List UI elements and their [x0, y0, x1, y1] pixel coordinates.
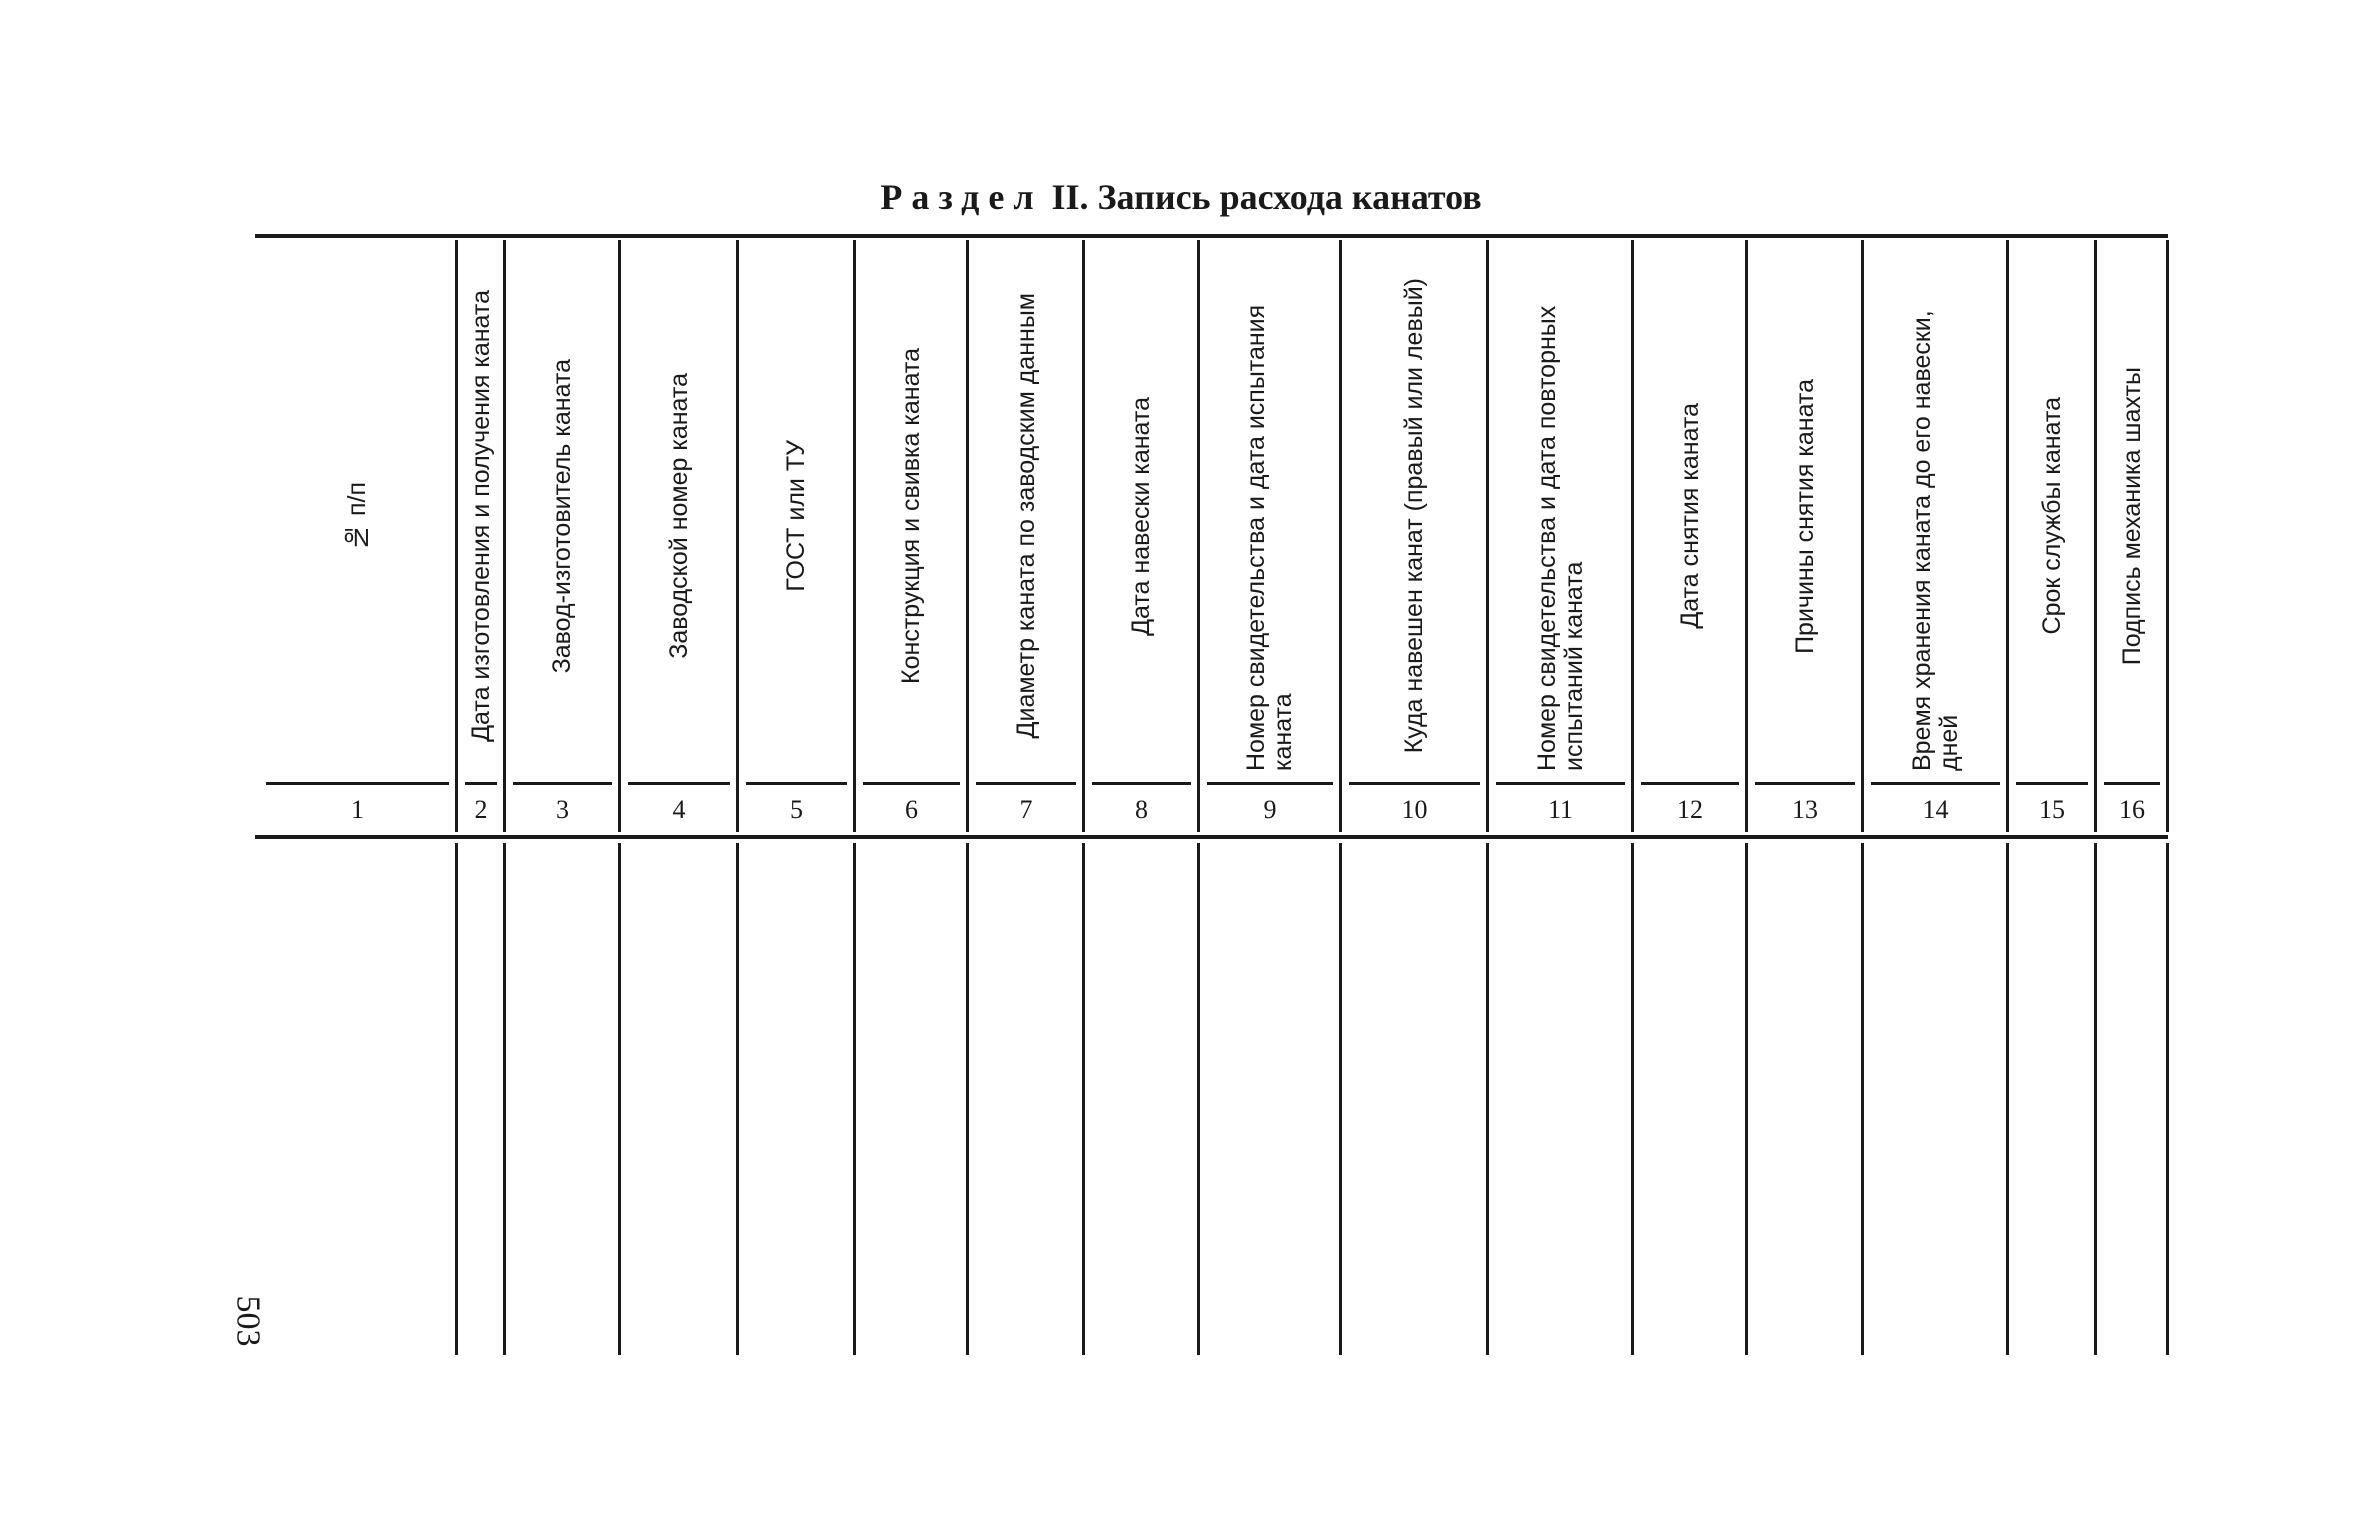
column-number-rule	[1871, 782, 2000, 785]
column-header	[1345, 256, 1484, 776]
table-cell	[1492, 845, 1629, 1355]
column-number-rule	[2104, 782, 2160, 785]
column-header-label: Диаметр каната по заводским данным	[1011, 293, 1040, 739]
column-number-rule	[266, 782, 449, 785]
column-divider	[1861, 240, 1864, 832]
column-header	[1492, 256, 1629, 776]
column-number: 12	[1677, 795, 1703, 824]
column-number-rule	[1641, 782, 1739, 785]
column-divider	[618, 240, 621, 832]
column-number: 8	[1135, 795, 1148, 824]
column-divider	[1631, 843, 1634, 1355]
column-divider	[2006, 843, 2009, 1355]
column-divider	[2094, 843, 2097, 1355]
column-divider	[2094, 240, 2097, 832]
column-divider	[966, 240, 969, 832]
column-header-label: Заводской номер каната	[664, 373, 693, 659]
page-number: 503	[229, 1295, 267, 1347]
column-number: 2	[474, 795, 488, 824]
column-number: 5	[790, 795, 803, 824]
column-number: 14	[1922, 795, 1949, 824]
column-number-rule	[863, 782, 960, 785]
column-number: 1	[351, 795, 364, 824]
column-number-rule	[465, 782, 497, 785]
table-cell	[2100, 845, 2164, 1355]
table-cell	[461, 845, 501, 1355]
column-divider	[1197, 240, 1200, 832]
column-divider	[2166, 240, 2169, 832]
section-title-rest: II. Запись расхода канатов	[1042, 177, 1482, 217]
table-header-bottom-rule	[255, 835, 2168, 839]
table-cell	[972, 845, 1080, 1355]
column-divider	[503, 240, 506, 832]
column-divider	[455, 240, 458, 832]
column-number-rule	[628, 782, 730, 785]
column-divider	[1486, 843, 1489, 1355]
column-header	[461, 256, 501, 776]
column-divider	[503, 843, 506, 1355]
column-header-label: Номер свидетельства и дата повторных испытаний каната	[1532, 305, 1588, 771]
column-divider	[1861, 843, 1864, 1355]
column-header	[2012, 256, 2092, 776]
table-cell	[262, 845, 453, 1355]
column-header-label: Куда навешен канат (правый или левый)	[1400, 278, 1428, 754]
column-number-rule	[1092, 782, 1191, 785]
column-header	[262, 256, 453, 776]
column-header	[859, 256, 964, 776]
column-header	[509, 256, 616, 776]
column-header	[624, 256, 734, 776]
column-number: 11	[1547, 795, 1574, 824]
column-header	[1637, 256, 1743, 776]
table-top-rule	[255, 234, 2168, 238]
column-divider	[2166, 843, 2169, 1355]
column-divider	[853, 843, 856, 1355]
table-cell	[509, 845, 616, 1355]
column-number-rule	[976, 782, 1076, 785]
table-cell	[1637, 845, 1743, 1355]
table-cell	[1203, 845, 1337, 1355]
column-header-label: Дата навески каната	[1127, 396, 1155, 636]
column-header	[1203, 256, 1337, 776]
column-number-rule	[513, 782, 612, 785]
column-header	[1867, 256, 2004, 776]
table-cell	[1751, 845, 1859, 1355]
column-divider	[1486, 240, 1489, 832]
column-divider	[1339, 843, 1342, 1355]
column-number: 3	[556, 795, 569, 824]
column-header-label: Дата изготовления и получения каната	[466, 290, 495, 742]
table-cell	[1088, 845, 1195, 1355]
table-cell	[1345, 845, 1484, 1355]
column-number: 9	[1263, 795, 1277, 824]
column-divider	[966, 843, 969, 1355]
column-header-label: Конструкция и свивка каната	[897, 348, 925, 684]
column-header	[2100, 256, 2164, 776]
column-divider	[1082, 240, 1085, 832]
column-header-label: Срок службы каната	[2037, 397, 2066, 635]
table-cell	[624, 845, 734, 1355]
column-divider	[736, 843, 739, 1355]
table-cell	[2012, 845, 2092, 1355]
column-number: 6	[905, 795, 918, 824]
column-number: 16	[2119, 795, 2145, 824]
column-header	[972, 256, 1080, 776]
column-header-label: Время хранения каната до его навески, дней	[1907, 310, 1963, 771]
column-divider	[1082, 843, 1085, 1355]
column-number: 13	[1792, 795, 1818, 824]
column-divider	[853, 240, 856, 832]
column-number-rule	[1207, 782, 1333, 785]
column-header	[1088, 256, 1195, 776]
column-number: 10	[1401, 795, 1428, 824]
table-cell	[742, 845, 851, 1355]
column-number: 15	[2039, 795, 2065, 824]
column-number-rule	[1349, 782, 1480, 785]
column-header-label: Номер свидетельства и дата испытания каната	[1242, 304, 1297, 771]
column-divider	[1631, 240, 1634, 832]
section-title	[0, 176, 2362, 218]
column-number: 4	[672, 795, 686, 824]
section-title-prefix: Раздел	[880, 177, 1043, 217]
column-divider	[455, 843, 458, 1355]
column-divider	[618, 843, 621, 1355]
column-number: 7	[1019, 795, 1033, 824]
column-header	[1751, 256, 1859, 776]
column-number-rule	[1496, 782, 1625, 785]
column-header-label: Подпись механика шахты	[2117, 366, 2146, 666]
column-header-label: ГОСТ или ТУ	[782, 440, 810, 592]
column-header-label: Дата снятия каната	[1675, 403, 1704, 629]
table-cell	[1867, 845, 2004, 1355]
column-divider	[736, 240, 739, 832]
column-header	[742, 256, 851, 776]
column-divider	[1197, 843, 1200, 1355]
column-divider	[1339, 240, 1342, 832]
column-divider	[1745, 843, 1748, 1355]
column-divider	[2006, 240, 2009, 832]
column-header-label: Завод-изготовитель каната	[548, 358, 576, 674]
column-divider	[1745, 240, 1748, 832]
table-cell	[859, 845, 964, 1355]
column-number-rule	[1755, 782, 1855, 785]
column-header-label: Причины снятия каната	[1790, 378, 1819, 654]
column-number-rule	[2016, 782, 2088, 785]
column-header-label: № п/п	[343, 481, 371, 551]
column-number-rule	[746, 782, 847, 785]
